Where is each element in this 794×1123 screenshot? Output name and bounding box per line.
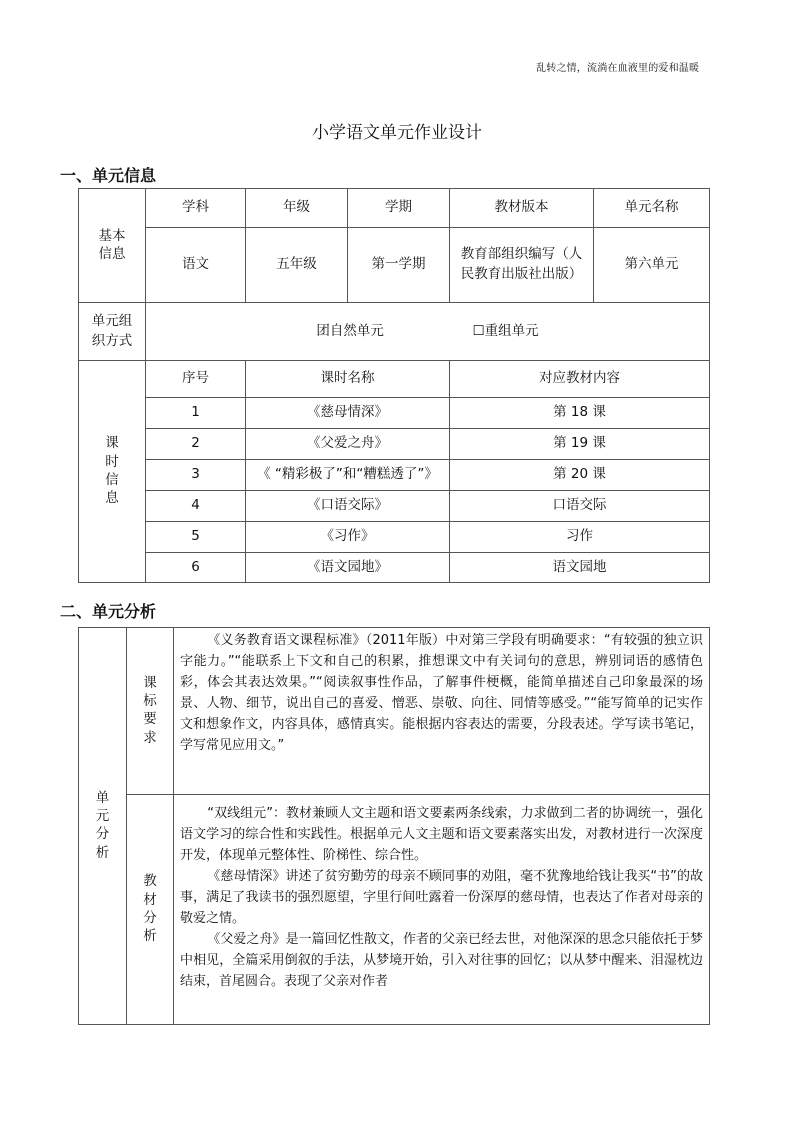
basic-info-label: 基本信息 — [79, 189, 146, 303]
page-title: 小学语文单元作业设计 — [312, 123, 482, 143]
lesson-content: 语文园地 — [450, 553, 710, 583]
lesson-no: 6 — [146, 553, 246, 583]
value-subject: 语文 — [146, 228, 246, 303]
lesson-content: 第 20 课 — [450, 460, 710, 491]
lesson-no: 4 — [146, 491, 246, 522]
lesson-no: 1 — [146, 398, 246, 429]
header-grade: 年级 — [246, 189, 348, 228]
value-term: 第一学期 — [348, 228, 450, 303]
lesson-header-content: 对应教材内容 — [450, 361, 710, 398]
lesson-header-no: 序号 — [146, 361, 246, 398]
header-note: 乱转之情，流淌在血液里的爱和温暖 — [536, 63, 700, 74]
table-row — [79, 398, 710, 429]
table-row — [79, 429, 710, 460]
lesson-name: 《慈母情深》 — [246, 398, 450, 429]
header-term: 学期 — [348, 189, 450, 228]
lesson-content: 第 19 课 — [450, 429, 710, 460]
material-paragraph: “双线组元”：教材兼顾人文主题和语文要素两条线索，力求做到二者的协调统一，强化语文学习的综合性和实践性。根据单元人文主题和语文要素落实出发，对教材进行一次深度开发，体现单元整体性、阶梯性、综合性。 — [180, 806, 703, 863]
lesson-no: 2 — [146, 429, 246, 460]
org-option-natural: 团自然单元 — [316, 322, 384, 339]
table-row — [79, 522, 710, 553]
lesson-info-label: 课时信息 — [79, 361, 146, 583]
lesson-name: 《习作》 — [246, 522, 450, 553]
unit-analysis-table — [78, 627, 710, 1025]
value-edition: 教育部组织编写（人民教育出版社出版） — [450, 228, 594, 303]
lesson-no: 3 — [146, 460, 246, 491]
standard-text: 《义务教育语文课程标准》（2011年版）中对第三学段有明确要求：“有较强的独立识字能力。”“能联系上下文和自己的积累，推想课文中有关词句的意思，辨别词语的感情色彩，体会其表达效果。”“阅读叙事性作品，了解事件梗概，能简单描述自己印象最深的场景、人物、细节，说出自己的喜爱、憎恶、崇敬、向往、同情等感受。”“能写简单的记实作文和想象作文，内容具体，感情真实。能根据内容表达的需要，分段表述。学写读书笔记，学写常见应用文。” — [174, 628, 710, 795]
value-grade: 五年级 — [246, 228, 348, 303]
lesson-content: 口语交际 — [450, 491, 710, 522]
org-option-regroup: ☐重组单元 — [472, 322, 539, 339]
org-options — [146, 303, 710, 361]
section-heading-unit-info: 一、单元信息 — [60, 166, 157, 185]
value-unit-name: 第六单元 — [594, 228, 710, 303]
unit-info-table — [78, 188, 710, 583]
unit-analysis-label: 单元分析 — [79, 628, 127, 1025]
material-text — [174, 795, 710, 1025]
lesson-header-name: 课时名称 — [246, 361, 450, 398]
material-paragraph: 《慈母情深》讲述了贫穷勤劳的母亲不顾同事的劝阻，毫不犹豫地给钱让我买“书”的故事，满足了我读书的强烈愿望，字里行间吐露着一份深厚的慈母情，也表达了作者对母亲的敬爱之情。 — [180, 869, 703, 926]
standard-label: 课标要求 — [127, 628, 174, 795]
header-edition: 教材版本 — [450, 189, 594, 228]
table-row — [79, 491, 710, 522]
header-subject: 学科 — [146, 189, 246, 228]
table-row — [79, 460, 710, 491]
material-paragraph: 《父爱之舟》是一篇回忆性散文，作者的父亲已经去世，对他深深的思念只能依托于梦中相见，全篇采用倒叙的手法，从梦境开始，引入对往事的回忆；以从梦中醒来、泪湿枕边结束，首尾圆合。表现了父亲对作者 — [180, 932, 703, 989]
org-label: 单元组织方式 — [79, 303, 146, 361]
header-unit-name: 单元名称 — [594, 189, 710, 228]
table-row — [79, 553, 710, 583]
material-label: 教材分析 — [127, 795, 174, 1025]
section-heading-unit-analysis: 二、单元分析 — [60, 602, 157, 621]
lesson-content: 第 18 课 — [450, 398, 710, 429]
lesson-name: 《父爱之舟》 — [246, 429, 450, 460]
lesson-name: 《语文园地》 — [246, 553, 450, 583]
lesson-name: 《 “精彩极了”和“糟糕透了”》 — [246, 460, 450, 491]
lesson-content: 习作 — [450, 522, 710, 553]
lesson-name: 《口语交际》 — [246, 491, 450, 522]
lesson-no: 5 — [146, 522, 246, 553]
